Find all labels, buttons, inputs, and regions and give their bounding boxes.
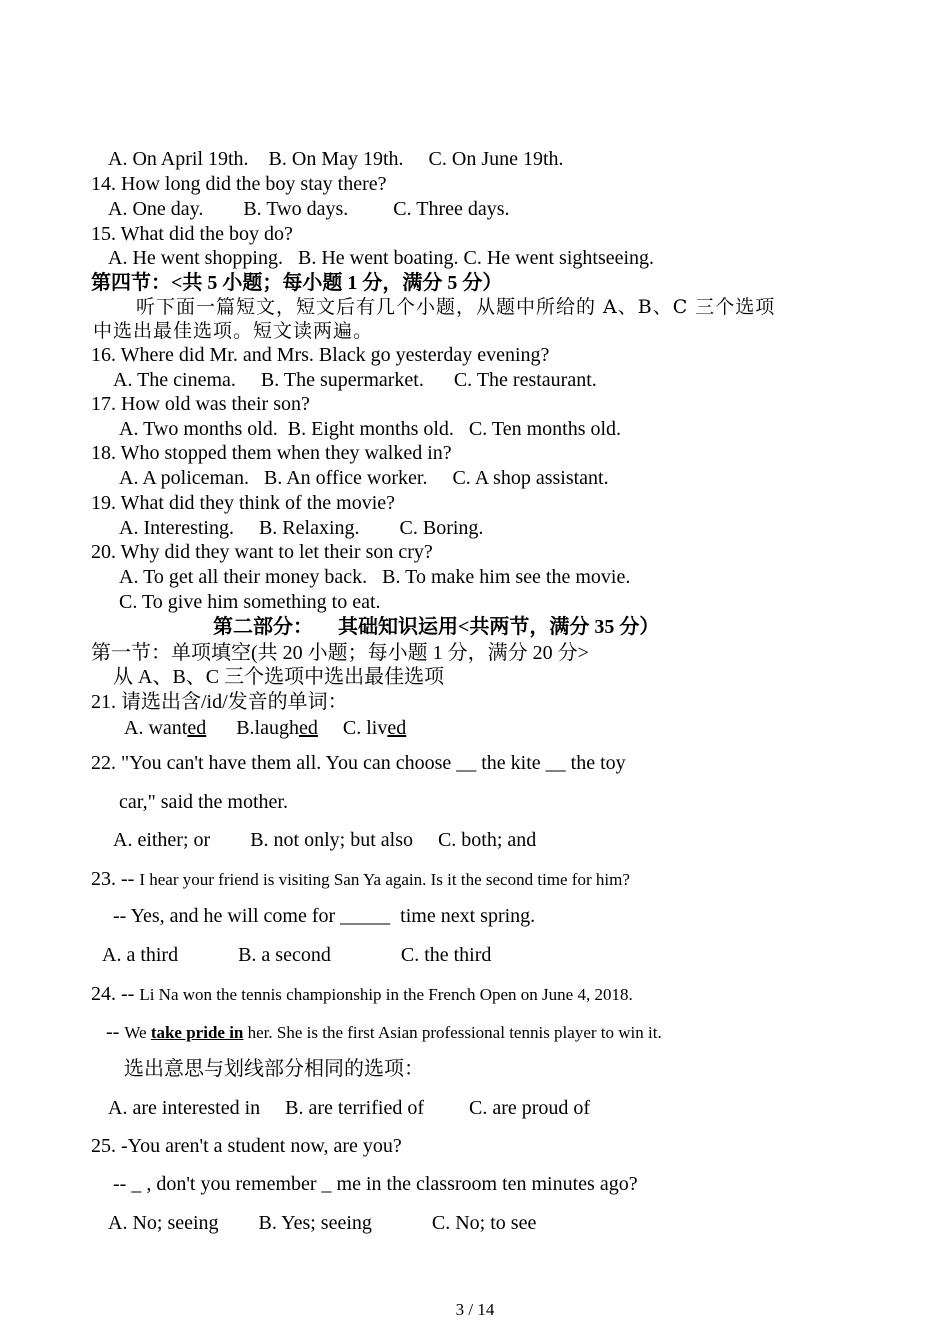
text-line: -- Yes, and he will come for _____ time next spring.: [113, 905, 536, 927]
text-line: A. Interesting. B. Relaxing. C. Boring.: [119, 517, 484, 539]
text-line: A. The cinema. B. The supermarket. C. The restaurant.: [113, 369, 597, 391]
q21-option-c: C. liv: [342, 717, 388, 739]
q23-question: [91, 867, 630, 892]
text-line: 第二部分： 其础知识运用<共两节，满分 35 分）: [213, 616, 660, 638]
q21-option-c-underlined: ed: [387, 717, 407, 739]
text-line: 第四节：<共 5 小题；每小题 1 分，满分 5 分）: [91, 272, 503, 294]
q21-option-b: B.laugh: [236, 717, 299, 739]
text-line: 22. "You can't have them all. You can choose __ the kite __ the toy: [91, 752, 626, 774]
q24-reply-dash: --: [106, 1021, 125, 1043]
q21-option-b-underlined: ed: [299, 717, 318, 739]
q24-reply: [106, 1020, 662, 1045]
q21-options: [124, 716, 406, 740]
text-line: 20. Why did they want to let their son cry?: [91, 541, 433, 563]
q21-option-a: A. want: [124, 717, 188, 739]
text-line: 听下面一篇短文，短文后有几个小题，从题中所给的 A、B、C 三个选项: [136, 296, 776, 318]
q24-reply-we: We: [124, 1023, 151, 1042]
text-line: A. are interested in B. are terrified of C. are proud of: [108, 1097, 591, 1119]
text-line: 选出意思与划线部分相同的选项：: [124, 1058, 424, 1080]
text-line: C. To give him something to eat.: [119, 591, 381, 613]
text-line: A. On April 19th. B. On May 19th. C. On June 19th.: [108, 148, 564, 170]
text-line: 从 A、B、C 三个选项中选出最佳选项: [113, 666, 445, 688]
spacer: [318, 717, 343, 739]
page-number: 3 / 14: [455, 1300, 495, 1319]
text-line: A. To get all their money back. B. To make him see the movie.: [119, 566, 631, 588]
text-line: A. He went shopping. B. He went boating. C. He went sightseeing.: [108, 247, 655, 269]
text-line: 21. 请选出含/id/发音的单词：: [91, 691, 348, 713]
spacer: [206, 717, 236, 739]
text-line: -- _ , don't you remember _ me in the classroom ten minutes ago?: [113, 1173, 638, 1195]
q23-text: I hear your friend is visiting San Ya again. Is it the second time for him?: [139, 870, 630, 889]
q24-question: [91, 982, 633, 1007]
q24-text: Li Na won the tennis championship in the French Open on June 4, 2018.: [139, 985, 633, 1004]
text-line: 16. Where did Mr. and Mrs. Black go yesterday evening?: [91, 344, 550, 366]
text-line: 中选出最佳选项。短文读两遍。: [93, 320, 374, 342]
text-line: 25. -You aren't a student now, are you?: [91, 1135, 402, 1157]
q24-underlined-phrase: take pride in: [150, 1023, 244, 1042]
text-line: A. either; or B. not only; but also C. both; and: [113, 829, 537, 851]
text-line: 18. Who stopped them when they walked in?: [91, 442, 452, 464]
text-line: car," said the mother.: [119, 791, 288, 813]
text-line: A. Two months old. B. Eight months old. C. Ten months old.: [119, 418, 622, 440]
text-line: 15. What did the boy do?: [91, 223, 293, 245]
q24-number: 24. --: [91, 983, 140, 1005]
text-line: A. One day. B. Two days. C. Three days.: [108, 198, 510, 220]
q23-number: 23. --: [91, 868, 140, 890]
text-line: 14. How long did the boy stay there?: [91, 173, 387, 195]
q24-reply-rest: her. She is the first Asian professional tennis player to win it.: [243, 1023, 662, 1042]
q21-option-a-underlined: ed: [187, 717, 207, 739]
text-line: 19. What did they think of the movie?: [91, 492, 396, 514]
text-line: 第一节：单项填空(共 20 小题；每小题 1 分，满分 20 分>: [91, 642, 589, 664]
text-line: A. A policeman. B. An office worker. C. A shop assistant.: [119, 467, 609, 489]
text-line: 17. How old was their son?: [91, 393, 310, 415]
text-line: A. No; seeing B. Yes; seeing C. No; to see: [108, 1212, 537, 1234]
text-line: A. a third B. a second C. the third: [102, 944, 492, 966]
